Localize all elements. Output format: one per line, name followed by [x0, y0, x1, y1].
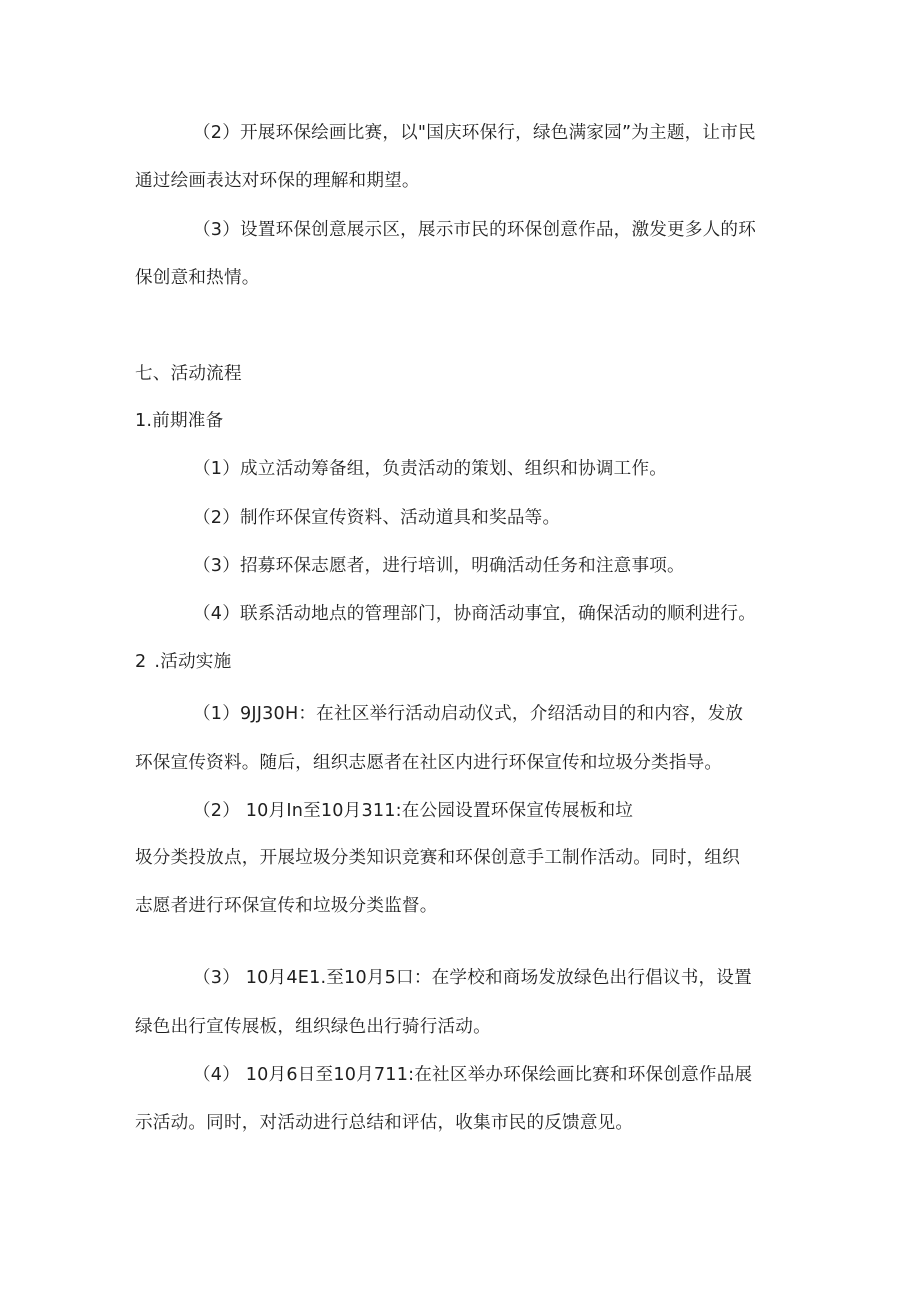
paragraph-line: （1）9JJ30H：在社区举行活动启动仪式，介绍活动目的和内容，发放	[193, 704, 744, 724]
paragraph-line: 圾分类投放点，开展垃圾分类知识竞赛和环保创意手工制作活动。同时，组织	[135, 848, 740, 868]
list-item: （3）招募环保志愿者，进行培训，明确活动任务和注意事项。	[193, 556, 685, 576]
paragraph-line: 环保宣传资料。随后，组织志愿者在社区内进行环保宣传和垃圾分类指导。	[135, 753, 723, 773]
subsection-title: .活动实施	[154, 652, 232, 672]
paragraph-line: 保创意和热情。	[135, 268, 260, 288]
paragraph-line: （2）开展环保绘画比赛，以"国庆环保行，绿色满家园”为主题，让市民	[193, 123, 756, 143]
paragraph-line: （2） 10月In至10月311:在公园设置环保宣传展板和垃	[193, 801, 634, 821]
list-item: （4）联系活动地点的管理部门，协商活动事宜，确保活动的顺利进行。	[193, 604, 757, 624]
section-heading: 七、活动流程	[135, 364, 242, 384]
subsection-number: 2	[135, 652, 147, 672]
paragraph-line: 示活动。同时，对活动进行总结和评估，收集市民的反馈意见。	[135, 1113, 634, 1133]
list-item: （1）成立活动筹备组，负责活动的策划、组织和协调工作。	[193, 459, 668, 479]
subsection-heading	[135, 650, 231, 674]
paragraph-line: 通过绘画表达对环保的理解和期望。	[135, 171, 420, 191]
list-item: （2）制作环保宣传资料、活动道具和奖品等。	[193, 508, 561, 528]
paragraph-line: （4） 10月6日至10月711:在社区举办环保绘画比赛和环保创意作品展	[193, 1065, 753, 1085]
paragraph-line: 绿色出行宣传展板，组织绿色出行骑行活动。	[135, 1017, 491, 1037]
paragraph-line: （3） 10月4E1.至10月5口：在学校和商场发放绿色出行倡议书，设置	[193, 968, 752, 988]
subsection-heading: 1.前期准备	[135, 411, 224, 431]
paragraph-line: （3）设置环保创意展示区，展示市民的环保创意作品，激发更多人的环	[193, 220, 757, 240]
paragraph-line: 志愿者进行环保宣传和垃圾分类监督。	[135, 896, 438, 916]
